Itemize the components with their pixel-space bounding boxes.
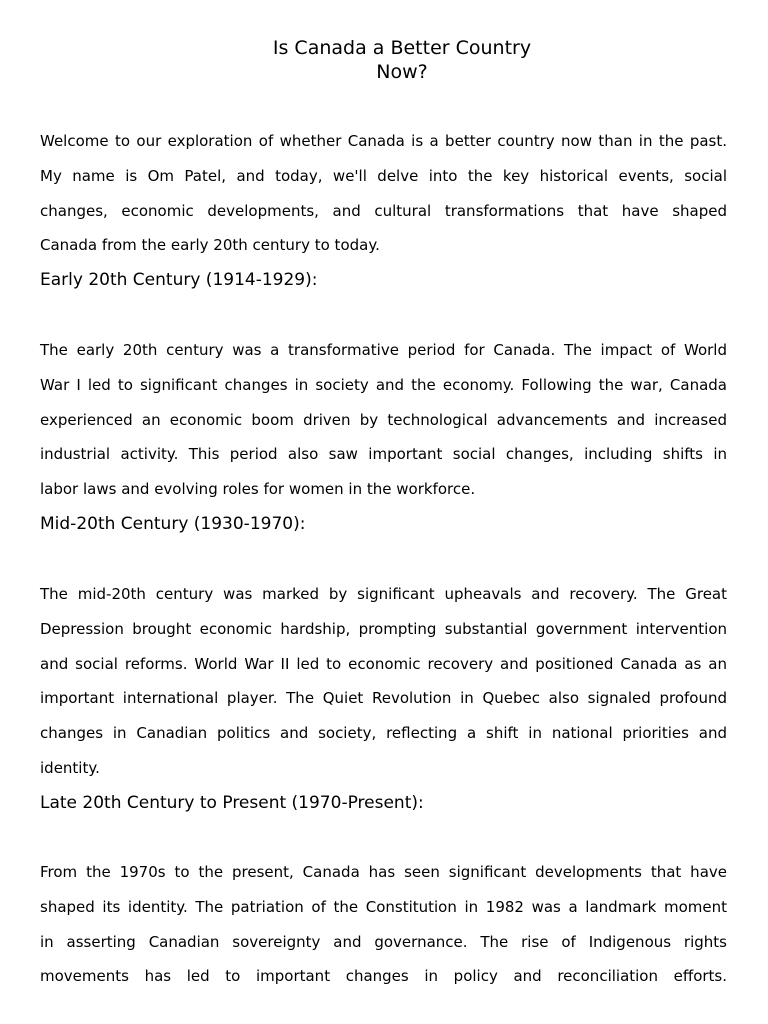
section-paragraph-early bbox=[40, 333, 727, 507]
paragraph-line: shaped its identity. The patriation of the Constitution in 1982 was a landmark moment bbox=[40, 897, 727, 916]
intro-paragraph bbox=[40, 124, 727, 263]
paragraph-line: War I led to significant changes in society and the economy. Following the war, Canada bbox=[40, 375, 727, 394]
paragraph-line: industrial activity. This period also saw important social changes, including shifts in bbox=[40, 445, 727, 464]
paragraph-line: The early 20th century was a transformative period for Canada. The impact of World bbox=[40, 341, 727, 359]
title-line-1: Is Canada a Better Country bbox=[272, 37, 532, 59]
paragraph-line: in asserting Canadian sovereignty and governance. The rise of Indigenous rights bbox=[40, 932, 727, 951]
paragraph-line: changes in Canadian politics and society, reflecting a shift in national priorities and bbox=[40, 724, 727, 743]
paragraph-line: important international player. The Quiet Revolution in Quebec also signaled profound bbox=[40, 689, 727, 708]
section-heading-late: Late 20th Century to Present (1970-Present): bbox=[40, 793, 424, 813]
paragraph-line: My name is Om Patel, and today, we'll delve into the key historical events, social bbox=[40, 166, 727, 185]
section-heading-mid: Mid-20th Century (1930-1970): bbox=[40, 514, 306, 534]
document-title bbox=[40, 36, 764, 84]
section-heading-early: Early 20th Century (1914-1929): bbox=[40, 270, 318, 290]
paragraph-line: From the 1970s to the present, Canada has seen significant developments that have bbox=[40, 863, 727, 881]
paragraph-line: labor laws and evolving roles for women in the workforce. bbox=[40, 480, 476, 499]
paragraph-line: experienced an economic boom driven by technological advancements and increased bbox=[40, 410, 727, 429]
paragraph-line: Welcome to our exploration of whether Canada is a better country now than in the past. bbox=[40, 132, 727, 150]
paragraph-line: and social reforms. World War II led to economic recovery and positioned Canada as an bbox=[40, 654, 727, 673]
paragraph-line: The mid-20th century was marked by significant upheavals and recovery. The Great bbox=[40, 585, 727, 603]
paragraph-line: Canada from the early 20th century to today. bbox=[40, 236, 380, 255]
paragraph-line: changes, economic developments, and cultural transformations that have shaped bbox=[40, 201, 727, 220]
paragraph-line: identity. bbox=[40, 758, 100, 777]
section-paragraph-mid bbox=[40, 577, 727, 786]
section-paragraph-late bbox=[40, 855, 727, 994]
paragraph-line: movements has led to important changes in policy and reconciliation efforts. bbox=[40, 967, 727, 986]
paragraph-line: Depression brought economic hardship, prompting substantial government intervention bbox=[40, 619, 727, 638]
title-line-2: Now? bbox=[376, 61, 428, 83]
